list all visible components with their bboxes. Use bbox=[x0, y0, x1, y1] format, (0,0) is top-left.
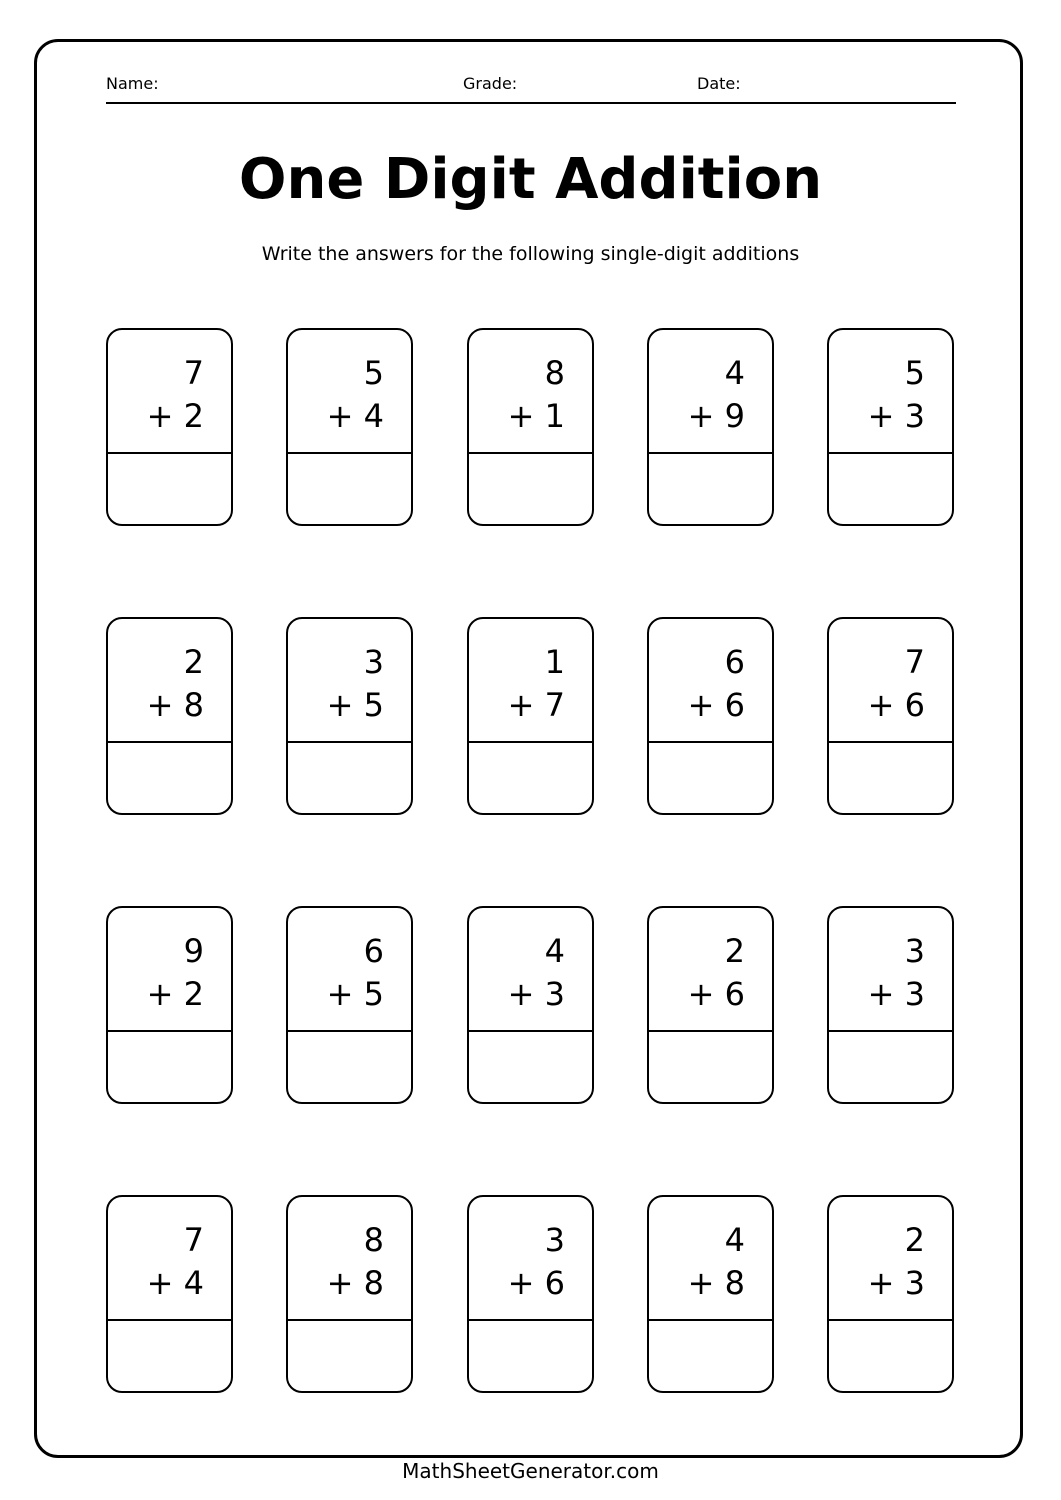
answer-box[interactable] bbox=[649, 454, 772, 524]
problem-top-number: 7 bbox=[183, 1221, 204, 1259]
problem-top-number: 2 bbox=[904, 1221, 925, 1259]
problem-addend: + 6 bbox=[687, 975, 745, 1013]
problem-addend: + 3 bbox=[507, 975, 565, 1013]
problem-top-number: 6 bbox=[363, 932, 384, 970]
answer-box[interactable] bbox=[469, 1321, 592, 1391]
problem-top-number: 4 bbox=[544, 932, 565, 970]
problem-addend: + 6 bbox=[507, 1264, 565, 1302]
problem-top-number: 2 bbox=[183, 643, 204, 681]
problem-card bbox=[106, 1195, 233, 1393]
answer-box[interactable] bbox=[108, 1032, 231, 1102]
problem-card bbox=[827, 328, 954, 526]
problem-addend: + 6 bbox=[687, 686, 745, 724]
answer-box[interactable] bbox=[469, 454, 592, 524]
footer-credit: MathSheetGenerator.com bbox=[402, 1459, 659, 1483]
problem-addend: + 9 bbox=[687, 397, 745, 435]
problem-top-number: 8 bbox=[544, 354, 565, 392]
problem-addend: + 1 bbox=[507, 397, 565, 435]
problem-addend: + 4 bbox=[146, 1264, 204, 1302]
problem-addend: + 8 bbox=[326, 1264, 384, 1302]
problem-top-number: 5 bbox=[904, 354, 925, 392]
grade-label: Grade: bbox=[463, 74, 518, 93]
answer-box[interactable] bbox=[829, 743, 952, 813]
problem-card bbox=[647, 328, 774, 526]
problem-addend: + 8 bbox=[687, 1264, 745, 1302]
problem-addend: + 7 bbox=[507, 686, 565, 724]
problem-addend: + 5 bbox=[326, 975, 384, 1013]
answer-box[interactable] bbox=[829, 1321, 952, 1391]
answer-box[interactable] bbox=[288, 743, 411, 813]
page-title: One Digit Addition bbox=[238, 147, 823, 212]
problem-card bbox=[827, 1195, 954, 1393]
problem-top-number: 4 bbox=[724, 354, 745, 392]
problem-card bbox=[647, 906, 774, 1104]
problem-top-number: 7 bbox=[183, 354, 204, 392]
problem-top-number: 6 bbox=[724, 643, 745, 681]
problem-top-number: 1 bbox=[544, 643, 565, 681]
problem-top-number: 3 bbox=[544, 1221, 565, 1259]
date-label: Date: bbox=[697, 74, 741, 93]
answer-box[interactable] bbox=[108, 454, 231, 524]
problem-card bbox=[827, 617, 954, 815]
problem-card bbox=[647, 617, 774, 815]
problem-card bbox=[467, 1195, 594, 1393]
problem-card bbox=[286, 906, 413, 1104]
answer-box[interactable] bbox=[829, 1032, 952, 1102]
problem-card bbox=[647, 1195, 774, 1393]
problem-top-number: 7 bbox=[904, 643, 925, 681]
problem-top-number: 4 bbox=[724, 1221, 745, 1259]
answer-box[interactable] bbox=[108, 743, 231, 813]
problem-grid bbox=[106, 328, 956, 1394]
problem-card bbox=[106, 328, 233, 526]
answer-box[interactable] bbox=[288, 1032, 411, 1102]
problem-top-number: 5 bbox=[363, 354, 384, 392]
problem-addend: + 6 bbox=[867, 686, 925, 724]
answer-box[interactable] bbox=[288, 454, 411, 524]
answer-box[interactable] bbox=[108, 1321, 231, 1391]
problem-addend: + 3 bbox=[867, 975, 925, 1013]
problem-addend: + 3 bbox=[867, 397, 925, 435]
problem-addend: + 3 bbox=[867, 1264, 925, 1302]
header-fields bbox=[106, 72, 956, 104]
problem-top-number: 3 bbox=[363, 643, 384, 681]
problem-addend: + 8 bbox=[146, 686, 204, 724]
problem-addend: + 4 bbox=[326, 397, 384, 435]
answer-box[interactable] bbox=[649, 1321, 772, 1391]
problem-card bbox=[286, 328, 413, 526]
problem-top-number: 9 bbox=[183, 932, 204, 970]
problem-top-number: 8 bbox=[363, 1221, 384, 1259]
problem-card bbox=[467, 906, 594, 1104]
answer-box[interactable] bbox=[649, 743, 772, 813]
answer-box[interactable] bbox=[469, 1032, 592, 1102]
problem-card bbox=[467, 617, 594, 815]
answer-box[interactable] bbox=[288, 1321, 411, 1391]
problem-card bbox=[827, 906, 954, 1104]
problem-card bbox=[106, 617, 233, 815]
problem-addend: + 2 bbox=[146, 975, 204, 1013]
problem-card bbox=[286, 617, 413, 815]
problem-top-number: 2 bbox=[724, 932, 745, 970]
answer-box[interactable] bbox=[829, 454, 952, 524]
problem-addend: + 5 bbox=[326, 686, 384, 724]
problem-card bbox=[467, 328, 594, 526]
instructions: Write the answers for the following single-digit additions bbox=[261, 243, 800, 265]
problem-card bbox=[106, 906, 233, 1104]
problem-top-number: 3 bbox=[904, 932, 925, 970]
answer-box[interactable] bbox=[649, 1032, 772, 1102]
problem-card bbox=[286, 1195, 413, 1393]
problem-addend: + 2 bbox=[146, 397, 204, 435]
answer-box[interactable] bbox=[469, 743, 592, 813]
name-label: Name: bbox=[106, 74, 159, 93]
